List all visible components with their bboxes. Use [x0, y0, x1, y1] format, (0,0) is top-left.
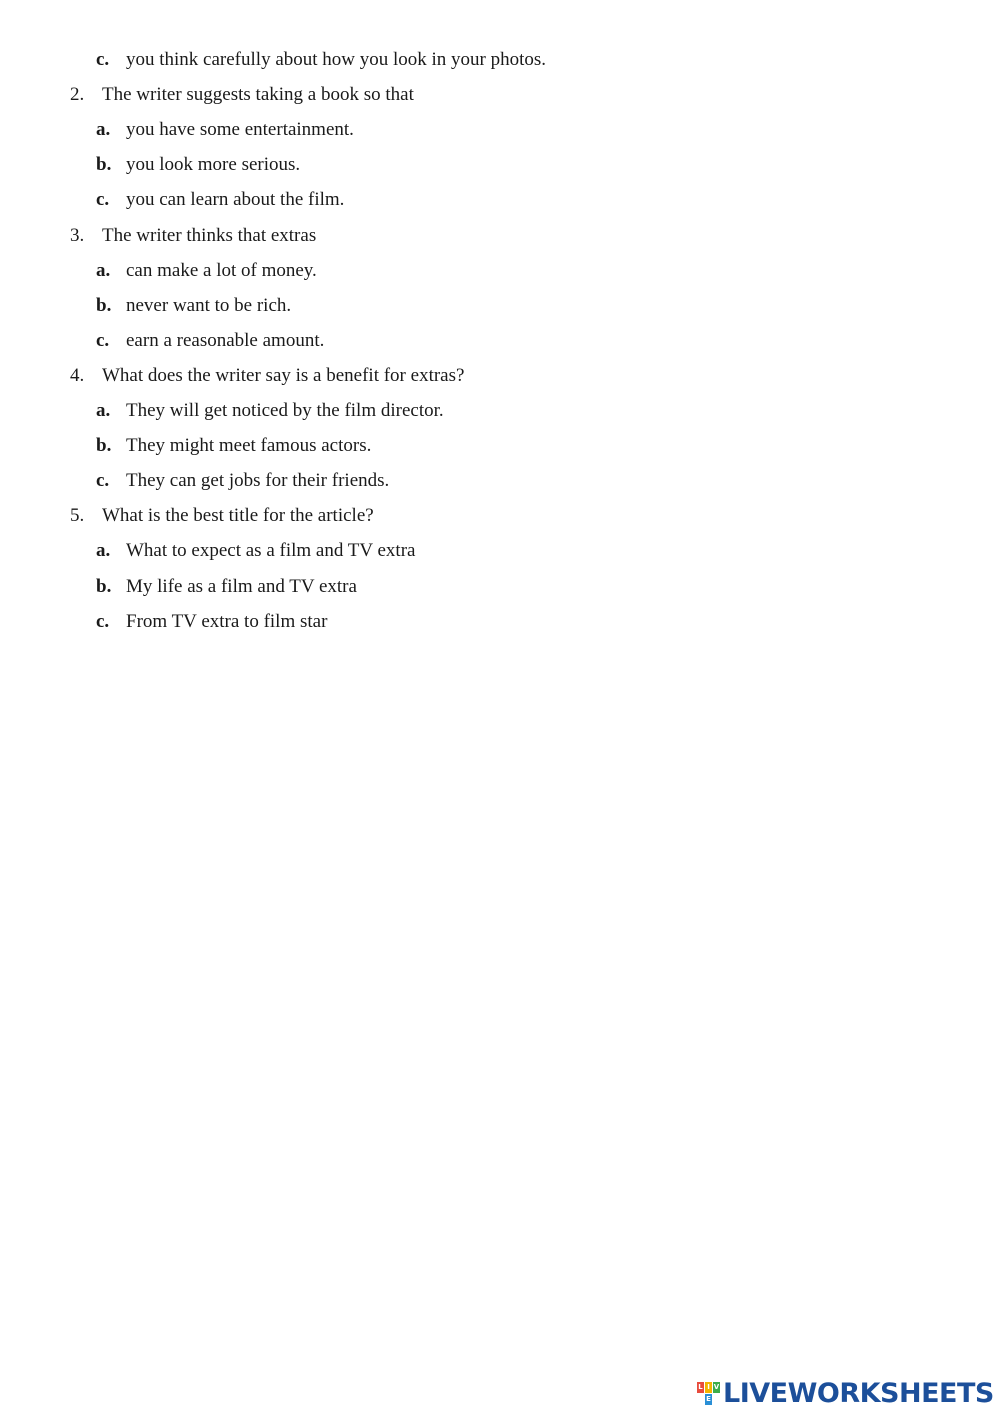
- option-text: you think carefully about how you look in your photos.: [126, 49, 547, 70]
- option-text: They will get noticed by the film director.: [126, 400, 444, 421]
- answer-option[interactable]: [96, 259, 896, 283]
- option-letter: a.: [96, 540, 111, 561]
- answer-option[interactable]: [96, 539, 896, 563]
- option-text: can make a lot of money.: [126, 260, 317, 281]
- question-number: 5.: [70, 505, 85, 526]
- question-number: 3.: [70, 225, 85, 246]
- option-text: earn a reasonable amount.: [126, 330, 325, 351]
- option-letter: c.: [96, 470, 110, 491]
- question-number: 2.: [70, 84, 85, 105]
- option-text: you look more serious.: [126, 154, 301, 175]
- option-text: you can learn about the film.: [126, 189, 345, 210]
- logo-block-2: I: [705, 1382, 712, 1393]
- logo-blocks-icon: [697, 1382, 721, 1406]
- option-text: you have some entertainment.: [126, 119, 354, 140]
- option-letter: a.: [96, 260, 111, 281]
- option-letter: b.: [96, 295, 112, 316]
- question-stem: The writer suggests taking a book so that: [102, 84, 414, 105]
- answer-option[interactable]: [96, 153, 896, 177]
- option-text: From TV extra to film star: [126, 611, 328, 632]
- logo-wordmark: LIVEWORKSHEETS: [723, 1378, 994, 1409]
- answer-option[interactable]: [96, 399, 896, 423]
- answer-option[interactable]: [96, 329, 896, 353]
- question-4: [70, 364, 870, 388]
- option-letter: a.: [96, 119, 111, 140]
- answer-option[interactable]: [96, 575, 896, 599]
- option-letter: b.: [96, 576, 112, 597]
- question-stem: What is the best title for the article?: [102, 505, 374, 526]
- option-text: What to expect as a film and TV extra: [126, 540, 416, 561]
- option-letter: c.: [96, 189, 110, 210]
- option-text: My life as a film and TV extra: [126, 576, 357, 597]
- question-2: [70, 83, 870, 107]
- option-letter: c.: [96, 49, 110, 70]
- option-letter: c.: [96, 611, 110, 632]
- answer-option[interactable]: [96, 188, 896, 212]
- liveworksheets-logo: [697, 1379, 993, 1409]
- question-stem: What does the writer say is a benefit for extras?: [102, 365, 465, 386]
- answer-option[interactable]: [96, 610, 896, 634]
- option-letter: b.: [96, 435, 112, 456]
- question-3: [70, 224, 870, 248]
- question-number: 4.: [70, 365, 85, 386]
- question-stem: The writer thinks that extras: [102, 225, 317, 246]
- logo-block-4: E: [706, 1395, 711, 1403]
- question-5: [70, 504, 870, 528]
- logo-block-1: L: [698, 1383, 703, 1391]
- answer-option[interactable]: [96, 434, 896, 458]
- logo-block-3: V: [713, 1383, 720, 1391]
- option-text: never want to be rich.: [126, 295, 292, 316]
- answer-option[interactable]: [96, 48, 896, 72]
- answer-option[interactable]: [96, 294, 896, 318]
- option-letter: c.: [96, 330, 110, 351]
- answer-option[interactable]: [96, 469, 896, 493]
- option-text: They can get jobs for their friends.: [126, 470, 390, 491]
- option-letter: a.: [96, 400, 111, 421]
- option-text: They might meet famous actors.: [126, 435, 372, 456]
- option-letter: b.: [96, 154, 112, 175]
- answer-option[interactable]: [96, 118, 896, 142]
